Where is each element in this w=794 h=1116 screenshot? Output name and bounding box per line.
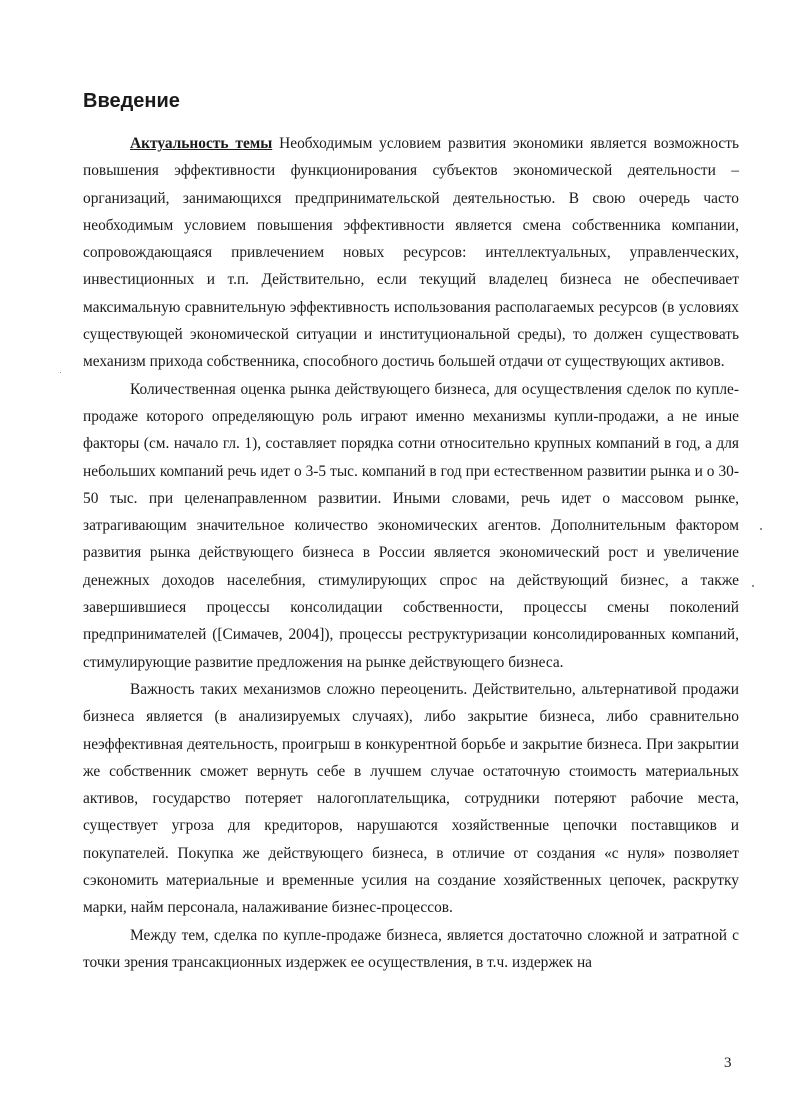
paragraph-relevance — [83, 130, 739, 376]
paragraph-text: Необходимым условием развития экономики является возможность повышения эффективности функционирования субъектов экономической деятельности – организаций, занимающихся предпринимательской деятельностью. В свою очередь часто необходимым условием повышения эффективности является смена собственника компании, сопровождающаяся привлечением новых ресурсов: интеллектуальных, управленческих, инвестиционных и т.п. Действительно, если текущий владелец бизнеса не обеспечивает максимальную сравнительную эффективность использования располагаемых ресурсов (в условиях существующей экономической ситуации и институциональной среды), то должен существовать механизм прихода собственника, способного достичь большей отдачи от существующих активов. — [83, 135, 739, 371]
paragraph-text: Количественная оценка рынка действующего бизнеса, для осуществления сделок по купле-продаже которого определяющую роль играют именно механизмы купли-продажи, а не иные факторы (см. начало гл. 1), составляет порядка сотни относительно крупных компаний в год, а для небольших компаний речь идет о 3-5 тыс. компаний в год при естественном развитии рынка и о 30-50 тыс. при целенаправленном развитии. Иными словами, речь идет о массовом рынке, затрагивающим значительное количество экономических агентов. Дополнительным фактором развития рынка действующего бизнеса в России является экономический рост и увеличение денежных доходов населебния, стимулирующих спрос на действующий бизнес, а также завершившиеся процессы консолидации собственности, процессы смены поколений предпринимателей ([Симачев, 2004]), процессы реструктуризации консолидированных компаний, стимулирующие развитие предложения на рынке действующего бизнеса. — [83, 380, 739, 671]
paragraph-market — [83, 376, 739, 676]
paragraph-transaction-costs — [83, 922, 739, 977]
scan-speck — [752, 585, 754, 587]
scan-speck — [760, 528, 762, 530]
paragraph-text: Между тем, сделка по купле-продаже бизнеса, является достаточно сложной и затратной с точки зрения трансакционных издержек ее осуществления, в т.ч. издержек на — [83, 926, 739, 971]
section-heading: Введение — [83, 90, 180, 112]
relevance-lead: Актуальность темы — [130, 135, 273, 152]
paragraph-text: Важность таких механизмов сложно переоценить. Действительно, альтернативой продажи бизнеса является (в анализируемых случаях), либо закрытие бизнеса, либо сравнительно неэффективная деятельность, проигрыш в конкурентной борьбе и закрытие бизнеса. При закрытии же собственник сможет вернуть себе в лучшем случае остаточную стоимость материальных активов, государство потеряет налогоплательщика, сотрудники потеряют рабочие места, существует угроза для кредиторов, нарушаются хозяйственные цепочки поставщиков и покупателей. Покупка же действующего бизнеса, в отличие от создания «с нуля» позволяет сэкономить материальные и временные усилия на создание хозяйственных цепочек, раскрутку марки, найм персонала, налаживание бизнес-процессов. — [83, 680, 739, 917]
page-number: 3 — [724, 1055, 732, 1071]
paragraph-importance — [83, 676, 739, 922]
scan-speck — [60, 372, 61, 373]
body-text — [83, 130, 739, 976]
